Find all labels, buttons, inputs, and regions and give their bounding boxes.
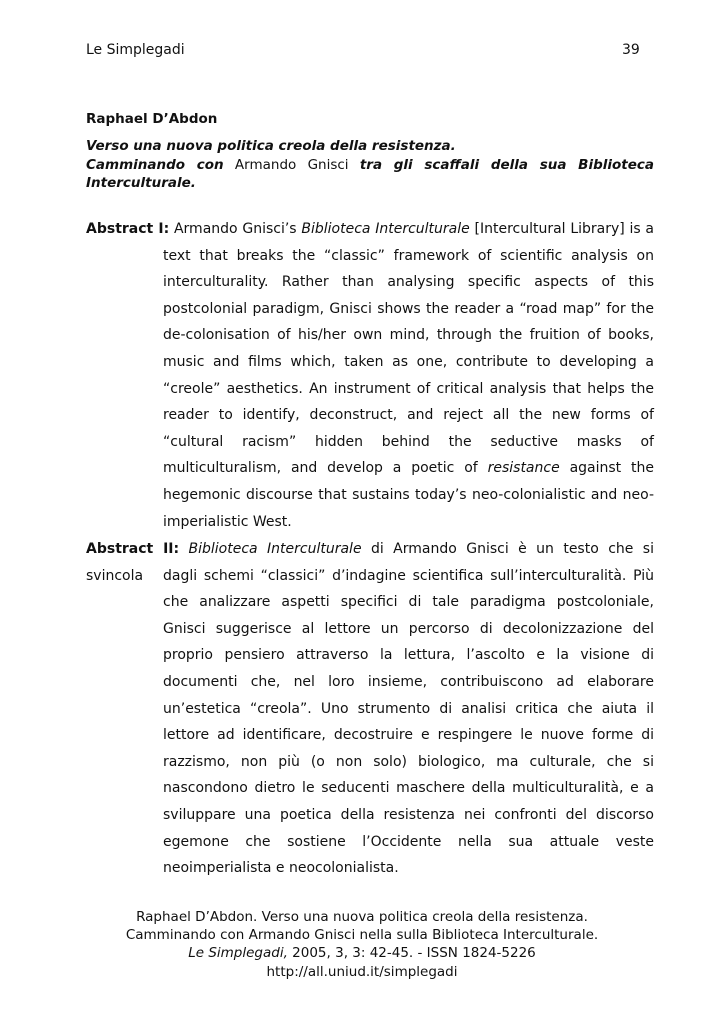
footer-line-2: Camminando con Armando Gnisci nella sulla Biblioteca Interculturale. [125,927,599,944]
title-line-2 [86,156,654,175]
abstract-line: imperialistic West. [163,513,292,530]
abstract-line: text that breaks the “classic” framework of scientific analysis on [163,247,654,264]
abstract-italian [86,536,654,882]
abstract-line: sviluppare una poetica della resistenza nei confronti del discorso [163,806,654,823]
abstract-label: Abstract II: [86,541,180,557]
page-number: 39 [622,42,640,58]
abstract-line: neoimperialista e neocolonialista. [163,860,399,877]
footer-url: http://all.uniud.it/simplegadi [266,963,458,980]
abstract-line: Abstract I: Armando Gnisci’s Biblioteca Interculturale [Intercultural Library] is a [86,221,655,237]
abstract-line: “creole” aesthetics. An instrument of critical analysis that helps the [163,380,654,397]
abstract-line: Abstract II: Biblioteca Interculturale di Armando Gnisci è un testo che si svincola [86,541,654,584]
title-part-a: Camminando con [86,156,224,173]
abstract-line: Gnisci suggerisce al lettore un percorso di decolonizzazione del [163,620,654,637]
title-line-3: Interculturale. [86,175,196,191]
abstract-line: documenti che, nel loro insieme, contribuiscono ad elaborare [163,673,654,690]
abstract-line: interculturality. Rather than analysing specific aspects of this [163,274,654,291]
article-author: Raphael D’Abdon [86,111,218,127]
abstract-line: egemone che sostiene l’Occidente nella sua attuale veste [163,833,654,850]
abstract-line: nascondono dietro le seducenti maschere della multiculturalità, e a [163,780,654,797]
abstract-label: Abstract I: [86,221,170,237]
abstract-line: hegemonic discourse that sustains today’s neo-colonialistic and neo- [163,486,654,503]
abstract-english [86,216,654,535]
journal-name: Le Simplegadi [86,42,185,58]
abstract-line: “cultural racism” hidden behind the seductive masks of [163,433,654,450]
abstract-line: proprio pensiero attraverso la lettura, l’ascolto e la visione di [163,647,654,664]
footer-line-3: Le Simplegadi, 2005, 3, 3: 42-45. - ISSN 1824-5226 [188,945,536,962]
abstract-line: razzismo, non più (o non solo) biologico, ma culturale, che si [163,753,654,770]
article-title [86,137,654,193]
abstract-line: music and films which, taken as one, contribute to developing a [163,353,654,370]
abstract-line: un’estetica “creola”. Uno strumento di analisi critica che aiuta il [163,700,654,717]
title-part-b: Armando Gnisci [223,156,360,173]
abstract-line: de-colonisation of his/her own mind, through the fruition of books, [163,327,654,344]
abstract-line: che analizzare aspetti specifici di tale paradigma postcoloniale, [163,594,654,611]
abstract-line: dagli schemi “classici” d’indagine scientifica sull’interculturalità. Più [163,567,654,584]
abstract-line: reader to identify, deconstruct, and reject all the new forms of [163,407,654,424]
abstract-line: multiculturalism, and develop a poetic of resistance against the [163,460,655,477]
abstract-line: postcolonial paradigm, Gnisci shows the reader a “road map” for the [163,300,654,317]
abstract-line: lettore ad identificare, decostruire e respingere le nuove forme di [163,727,654,744]
footer-line-1: Raphael D’Abdon. Verso una nuova politica creola della resistenza. [136,909,588,925]
title-line-1: Verso una nuova politica creola della resistenza. [86,138,456,154]
title-part-c: tra gli scaffali della sua Biblioteca [359,156,654,173]
citation-footer [62,908,662,981]
